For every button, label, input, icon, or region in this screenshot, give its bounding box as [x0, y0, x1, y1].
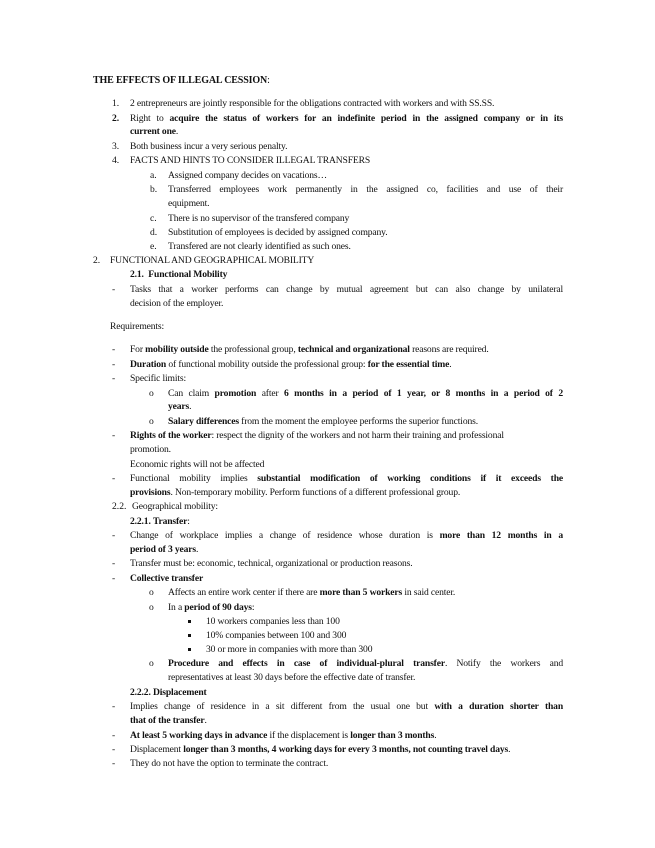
displacement-4: They do not have the option to terminate the contract.: [130, 758, 329, 769]
bold-run: 2.1.: [130, 269, 144, 280]
displacement-1-cont: [130, 715, 207, 727]
bold-run: with a duration shorter than: [434, 701, 564, 712]
list-letter: b.: [150, 184, 158, 195]
section-2-2-2-heading: [130, 687, 207, 699]
list-number: 1.: [112, 98, 120, 109]
circle-bullet: o: [149, 658, 154, 669]
text-run: Displacement: [130, 744, 184, 755]
text-run: .: [508, 744, 511, 755]
list-letter: c.: [150, 213, 157, 224]
text-run: :: [251, 602, 255, 613]
circle-bullet: o: [149, 602, 154, 613]
displacement-2: [130, 730, 436, 742]
text-run: Affects an entire work center if there are: [168, 587, 320, 598]
square-bullet: [188, 648, 191, 651]
bold-run: Procedure and effects in case of individual-plural transfer: [168, 658, 445, 669]
requirement-1: [130, 344, 489, 356]
transfer-3: [130, 573, 203, 585]
threshold-2: 10% companies between 100 and 300: [206, 630, 347, 641]
requirement-4-cont: promotion.: [130, 444, 171, 455]
dash-bullet: -: [112, 473, 116, 484]
threshold-1: 10 workers companies less than 100: [206, 616, 340, 627]
bold-run: longer than 3 months: [350, 730, 435, 741]
circle-bullet: o: [149, 416, 154, 427]
text-run: Functional mobility implies: [130, 473, 258, 484]
text-run: . Non-temporary mobility. Perform functions of a different professional group.: [170, 487, 461, 498]
requirements-label: Requirements:: [110, 321, 165, 332]
text-run: from the moment the employee performs the superior functions.: [238, 416, 478, 427]
bold-run: substantial modification of working conditions if it exceeds the: [257, 473, 563, 484]
sub-item-d: Substitution of employees is decided by assigned company.: [168, 227, 388, 238]
displacement-3: [130, 744, 510, 756]
dash-bullet: -: [112, 430, 116, 441]
text-run: .: [434, 730, 437, 741]
effect-item-2: [130, 113, 563, 125]
bold-run: acquire the status of workers for an indefinite period in the assigned company or in its: [169, 113, 564, 124]
sub-item-e: Transfered are not clearly identified as such ones.: [168, 241, 351, 252]
title-text: THE EFFECTS OF ILLEGAL CESSION: [93, 75, 268, 86]
requirement-4-note: Economic rights will not be affected: [130, 459, 265, 470]
section-2-1-heading: [130, 269, 227, 281]
bold-run: current one: [130, 126, 176, 137]
transfer-1: [130, 530, 563, 542]
bold-run: more than 12 months in a: [439, 530, 564, 541]
threshold-3: 30 or more in companies with more than 300: [206, 644, 373, 655]
bold-run: that of the transfer: [130, 715, 205, 726]
list-letter: d.: [150, 227, 158, 238]
bold-run: Rights of the worker: [130, 430, 212, 441]
bold-run: period of 90 days: [184, 602, 252, 613]
text-run: in said center.: [402, 587, 456, 598]
sub-item-c: There is no supervisor of the transfered company: [168, 213, 350, 224]
bold-run: mobility outside: [145, 344, 209, 355]
section-2-2-1-heading: [130, 516, 190, 528]
text-run: of functional mobility outside the professional group:: [166, 359, 368, 370]
requirement-5-cont: [130, 487, 460, 499]
sub-item-b-cont: equipment.: [168, 198, 210, 209]
bold-run: 2.2.2.: [130, 687, 151, 698]
effect-item-4: FACTS AND HINTS TO CONSIDER ILLEGAL TRANSFERS: [130, 155, 371, 166]
text-run: .: [204, 715, 207, 726]
list-number: 3.: [112, 141, 120, 152]
collective-2: [168, 602, 254, 614]
dash-bullet: -: [112, 284, 116, 295]
tasks-text-cont: decision of the employer.: [130, 298, 224, 309]
tasks-text: Tasks that a worker performs can change by mutual agreement but can also change by unilateral: [130, 284, 563, 295]
bold-run: longer than 3 months, 4 working days for every 3 months, not counting travel days: [183, 744, 509, 755]
bold-run: period of 3 years: [130, 544, 196, 555]
bold-run: Functional Mobility: [148, 269, 228, 280]
bold-run: 6 months in a period of 1 year, or 8 months in a period of 2: [284, 388, 563, 399]
text-run: Implies change of residence in a sit different from the usual one but: [130, 701, 435, 712]
list-number: 2.: [112, 113, 120, 124]
document-title: [93, 75, 270, 87]
sub-item-a: Assigned company decides on vacations…: [168, 170, 327, 181]
bold-run: for the essential time: [367, 359, 450, 370]
text-run: after: [256, 388, 285, 399]
section-2-heading: FUNCTIONAL AND GEOGRAPHICAL MOBILITY: [110, 255, 315, 266]
text-run: For: [130, 344, 146, 355]
bold-run: At least 5 working days in advance: [130, 730, 268, 741]
dash-bullet: -: [112, 701, 116, 712]
requirement-5: [130, 473, 563, 485]
list-letter: e.: [150, 241, 157, 252]
bold-run: Displacement: [152, 687, 207, 698]
square-bullet: [188, 620, 191, 623]
dash-bullet: -: [112, 758, 116, 769]
effect-item-3: Both business incur a very serious penalty.: [130, 141, 288, 152]
transfer-2: Transfer must be: economic, technical, organizational or production reasons.: [130, 558, 413, 569]
text-run: .: [195, 544, 199, 555]
bold-run: Salary differences: [168, 416, 239, 427]
text-run: the professional group,: [208, 344, 298, 355]
bold-run: more than 5 workers: [319, 587, 403, 598]
limit-2: [168, 416, 478, 428]
collective-3-cont: representatives at least 30 days before the effective date of transfer.: [168, 672, 416, 683]
bold-run: Transfer: [152, 516, 188, 527]
requirement-2: [130, 359, 451, 371]
collective-3: [168, 658, 563, 670]
bold-run: Collective transfer: [130, 573, 204, 584]
text-run: Can claim: [168, 388, 215, 399]
list-letter: a.: [150, 170, 157, 181]
text-run: :: [187, 516, 190, 527]
effect-item-1: 2 entrepreneurs are jointly responsible for the obligations contracted with workers and with SS.SS.: [130, 98, 495, 109]
text-run: : respect the dignity of the workers and not harm their training and professional: [211, 430, 504, 441]
dash-bullet: -: [112, 359, 116, 370]
collective-1: [168, 587, 455, 599]
bold-run: years: [168, 401, 190, 412]
dash-bullet: -: [112, 573, 116, 584]
bold-run: technical and organizational: [297, 344, 410, 355]
text-run: reasons are required.: [409, 344, 489, 355]
text-run: .: [449, 359, 452, 370]
transfer-1-cont: [130, 544, 198, 556]
bold-run: promotion: [214, 388, 257, 399]
dash-bullet: -: [112, 744, 116, 755]
dash-bullet: -: [112, 730, 116, 741]
text-run: .: [175, 126, 179, 137]
displacement-1: [130, 701, 563, 713]
title-colon: :: [267, 75, 270, 86]
sub-item-b: Transferred employees work permanently in the assigned co, facilities and use of their: [168, 184, 563, 195]
circle-bullet: o: [149, 388, 154, 399]
dash-bullet: -: [112, 558, 116, 569]
limit-1: [168, 388, 563, 400]
text-run: In a: [168, 602, 185, 613]
limit-1-cont: [168, 401, 191, 413]
list-number: 4.: [112, 155, 120, 166]
section-number: 2.2.: [112, 501, 127, 512]
requirement-3: Specific limits:: [130, 373, 186, 384]
text-run: Right to: [130, 113, 170, 124]
bold-run: Duration: [130, 359, 167, 370]
square-bullet: [188, 634, 191, 637]
dash-bullet: -: [112, 373, 116, 384]
text-run: . Notify the workers and: [444, 658, 563, 669]
section-2-2-heading: Geographical mobility:: [132, 501, 218, 512]
dash-bullet: -: [112, 344, 116, 355]
circle-bullet: o: [149, 587, 154, 598]
text-run: Change of workplace implies a change of residence whose duration is: [130, 530, 440, 541]
section-number: 2.: [93, 255, 101, 266]
requirement-4: [130, 430, 504, 442]
bold-run: 2.2.1.: [130, 516, 151, 527]
text-run: if the displacement is: [267, 730, 351, 741]
bold-run: provisions: [130, 487, 171, 498]
dash-bullet: -: [112, 530, 116, 541]
text-run: .: [189, 401, 192, 412]
effect-item-2-cont: [130, 126, 178, 138]
